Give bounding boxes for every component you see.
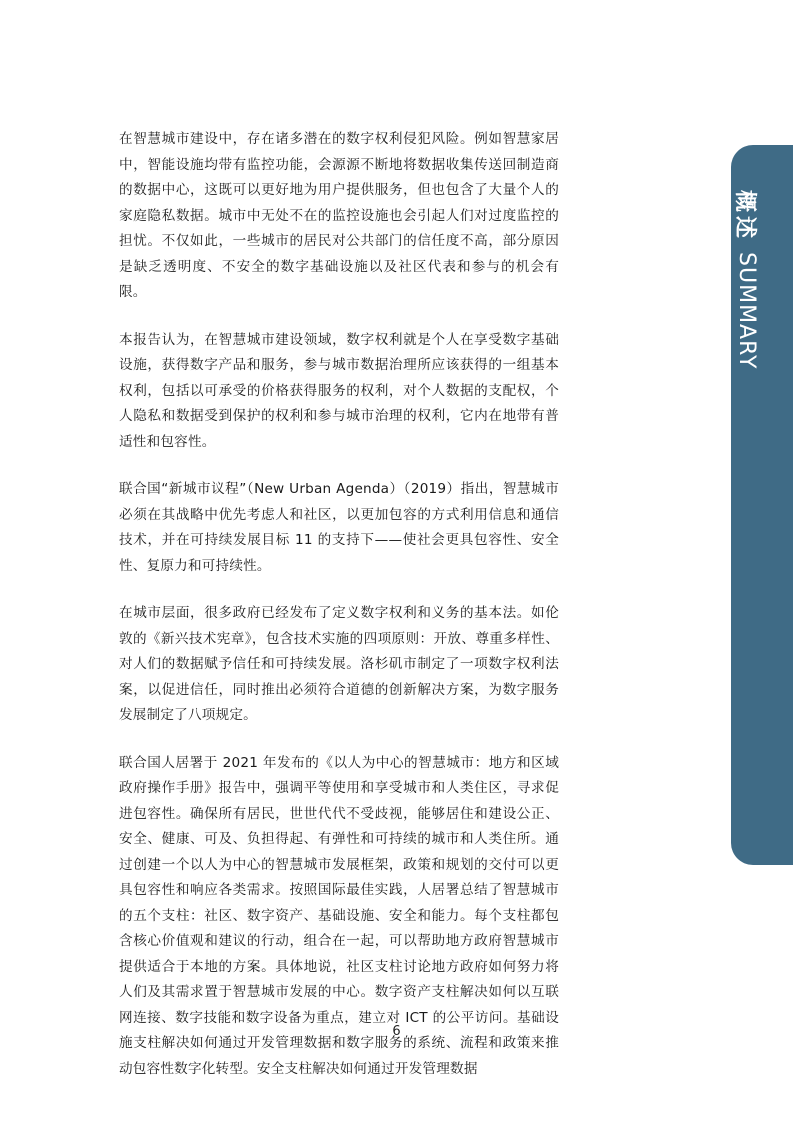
section-title-cn: 概述 [732, 190, 757, 243]
page-number: 6 [392, 1024, 401, 1039]
section-title-en: SUMMARY [734, 252, 759, 370]
paragraph-4: 在城市层面，很多政府已经发布了定义数字权利和义务的基本法。如伦敦的《新兴技术宪章》，包含技术实施的四项原则：开放、尊重多样性、对人们的数据赋予信任和可持续发展。洛杉矶市制定了一项数字权利法案，以促进信任，同时推出必须符合道德的创新解决方案，为数字服务发展制定了八项规定。 [119, 605, 559, 723]
paragraph-5: 联合国人居署于 2021 年发布的《以人为中心的智慧城市：地方和区域政府操作手册》报告中，强调平等使用和享受城市和人类住区，寻求促进包容性。确保所有居民，世世代代不受歧视，能够居住和建设公正、安全、健康、可及、负担得起、有弹性和可持续的城市和人类住所。通过创建一个以人为中心的智慧城市发展框架，政策和规划的交付可以更具包容性和响应各类需求。按照国际最佳实践，人居署总结了智慧城市的五个支柱：社区、数字资产、基础设施、安全和能力。每个支柱都包含核心价值观和建议的行动，组合在一起，可以帮助地方政府智慧城市提供适合于本地的方案。具体地说，社区支柱讨论地方政府如何努力将人们及其需求置于智慧城市发展的中心。数字资产支柱解决如何以互联网连接、数字技能和数字设备为重点，建立对 ICT 的公平访问。基础设施支柱解决如何通过开发管理数据和数字服务的系统、流程和政策来推动包容性数字化转型。安全支柱解决如何通过开发管理数据 [119, 754, 559, 1077]
section-side-label [731, 190, 762, 369]
paragraph-2: 本报告认为，在智慧城市建设领域，数字权利就是个人在享受数字基础设施，获得数字产品和服务，参与城市数据治理所应该获得的一组基本权利，包括以可承受的价格获得服务的权利，对个人数据的支配权，个人隐私和数据受到保护的权利和参与城市治理的权利，它内在地带有普适性和包容性。 [119, 331, 559, 450]
body-text [119, 127, 559, 1104]
paragraph-3: 联合国“新城市议程”（New Urban Agenda）（2019）指出，智慧城市必须在其战略中优先考虑人和社区，以更加包容的方式利用信息和通信技术，并在可持续发展目标 11 的支持下——使社会更具包容性、安全性、复原力和可持续性。 [119, 481, 559, 574]
paragraph-1: 在智慧城市建设中，存在诸多潜在的数字权利侵犯风险。例如智慧家居中，智能设施均带有监控功能，会源源不断地将数据收集传送回制造商的数据中心，这既可以更好地为用户提供服务，但也包含了大量个人的家庭隐私数据。城市中无处不在的监控设施也会引起人们对过度监控的担忧。不仅如此，一些城市的居民对公共部门的信任度不高，部分原因是缺乏透明度、不安全的数字基础设施以及社区代表和参与的机会有限。 [119, 131, 559, 300]
